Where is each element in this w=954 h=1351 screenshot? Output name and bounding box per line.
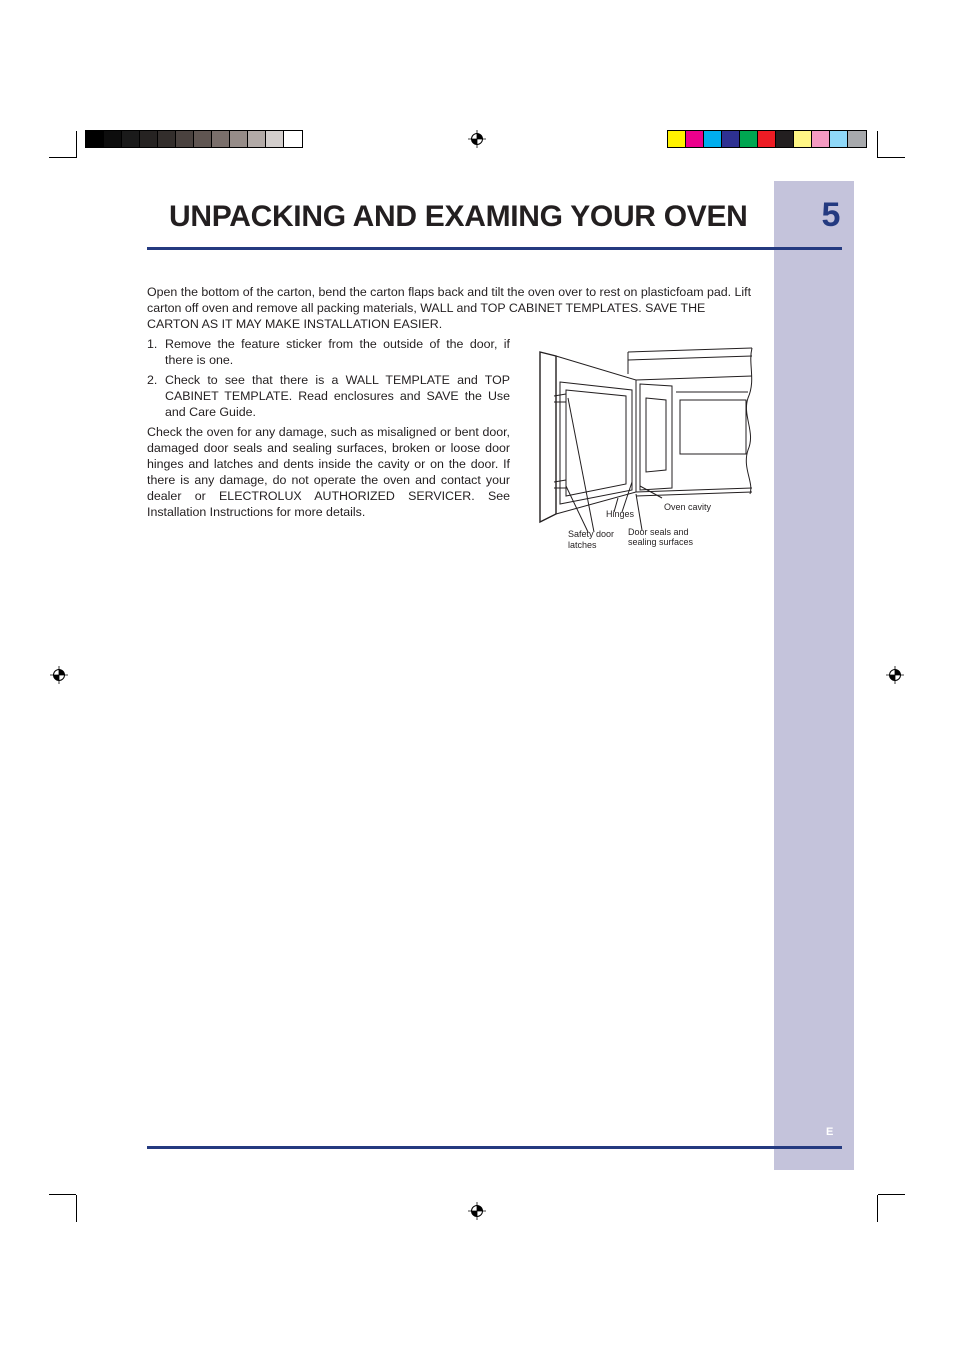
inspection-paragraph: Check the oven for any damage, such as misaligned or bent door, damaged door seals and sealing surfaces, broken or loose door hinges and latches and dents inside the cavity or on the door. If there is any damage, do not operate the oven and contact your dealer or ELECTROLUX AUTHORIZED SERVICER. See Installation Instructions for more details.	[147, 425, 510, 519]
page-number: 5	[821, 196, 841, 234]
crop-mark	[49, 157, 76, 158]
crop-mark	[877, 1195, 878, 1222]
crop-mark	[76, 131, 77, 158]
color-swatch	[212, 131, 230, 147]
list-item-text: Check to see that there is a WALL TEMPLATE and TOP CABINET TEMPLATE. Read enclosures and SAVE the Use and Care Guide.	[165, 373, 510, 419]
color-calibration-bar	[667, 130, 867, 148]
pointer-line	[566, 486, 588, 532]
steps-list	[147, 336, 510, 424]
crop-mark	[76, 1195, 77, 1222]
color-swatch	[758, 131, 776, 147]
color-swatch	[776, 131, 794, 147]
color-swatch	[284, 131, 302, 147]
color-swatch	[668, 131, 686, 147]
pointer-line	[622, 482, 632, 512]
registration-target-icon	[468, 130, 486, 148]
color-swatch	[848, 131, 866, 147]
label-door-seals: Door seals and	[628, 527, 689, 537]
color-swatch	[812, 131, 830, 147]
color-swatch	[266, 131, 284, 147]
title-rule	[147, 247, 842, 250]
color-swatch	[686, 131, 704, 147]
label-oven-cavity: Oven cavity	[664, 502, 712, 512]
label-hinges: Hinges	[606, 509, 635, 519]
color-swatch	[704, 131, 722, 147]
color-swatch	[140, 131, 158, 147]
list-item	[147, 336, 510, 368]
crop-mark	[49, 1194, 76, 1195]
color-swatch	[194, 131, 212, 147]
oven-cavity-outline	[646, 398, 666, 472]
color-swatch	[794, 131, 812, 147]
color-swatch	[740, 131, 758, 147]
label-door-seals: sealing surfaces	[628, 537, 694, 547]
intro-paragraph: Open the bottom of the carton, bend the carton flaps back and tilt the oven over to rest on plasticfoam pad. Lift carton off oven and remove all packing materials, WALL and TOP CABINET TEMPLATES. SAVE THE CARTON AS IT MAY MAKE INSTALLATION EASIER.	[147, 285, 752, 331]
label-safety-door-latches: latches	[568, 540, 597, 550]
list-item-number: 2.	[147, 373, 158, 387]
list-item-text: Remove the feature sticker from the outside of the door, if there is one.	[165, 337, 510, 367]
language-tab-label: E	[826, 1126, 834, 1138]
crop-mark	[877, 131, 878, 158]
oven-body-outline	[628, 348, 752, 352]
list-item-number: 1.	[147, 337, 158, 351]
label-safety-door-latches: Safety door	[568, 529, 615, 539]
registration-target-icon	[468, 1202, 486, 1220]
oven-door-outline	[540, 352, 556, 522]
crop-mark	[878, 157, 905, 158]
registration-target-icon	[50, 666, 68, 684]
color-swatch	[830, 131, 848, 147]
color-swatch	[158, 131, 176, 147]
color-swatch	[104, 131, 122, 147]
color-swatch	[230, 131, 248, 147]
color-swatch	[122, 131, 140, 147]
footer-rule	[147, 1146, 842, 1149]
pointer-line	[568, 398, 594, 532]
page-title: UNPACKING AND EXAMING YOUR OVEN	[169, 200, 748, 233]
oven-diagram	[536, 344, 762, 556]
side-tab	[774, 181, 854, 1170]
list-item	[147, 372, 510, 420]
color-swatch	[176, 131, 194, 147]
grayscale-calibration-bar	[85, 130, 303, 148]
color-swatch	[722, 131, 740, 147]
registration-target-icon	[886, 666, 904, 684]
color-swatch	[248, 131, 266, 147]
crop-mark	[878, 1194, 905, 1195]
color-swatch	[86, 131, 104, 147]
pointer-line	[636, 494, 642, 530]
